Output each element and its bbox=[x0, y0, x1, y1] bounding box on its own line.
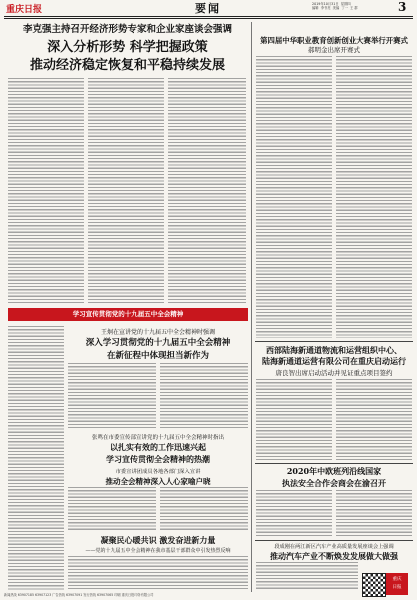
right-article-3-headline-2: 执法安全合作会商会在渝召开 bbox=[282, 478, 386, 488]
right-article-4-body bbox=[256, 562, 358, 590]
article-d-body bbox=[68, 556, 248, 590]
article-a-body-2 bbox=[160, 363, 248, 429]
header-rule bbox=[4, 16, 413, 17]
section-title: 要闻 bbox=[195, 2, 221, 15]
lead-body-col-2 bbox=[88, 78, 164, 304]
article-b-kicker: 张鸣在市委宣传部宣讲党的十九届五中全会精神时指出 bbox=[91, 435, 224, 441]
article-d-side-col bbox=[8, 534, 64, 590]
right-article-2-headline-2: 陆海新通道运营有限公司在重庆启动运行 bbox=[262, 356, 406, 366]
right-article-2-headline-1: 西部陆海新通道物流和运营组织中心、 bbox=[266, 345, 402, 355]
right-divider-2 bbox=[255, 463, 413, 464]
header-meta: 2019年10月31日 星期四 编辑 李书亮 美编 丁一 王 群 bbox=[312, 2, 358, 10]
right-article-3-headline-1: 2020年中欧班列沿线国家 bbox=[286, 466, 382, 476]
article-c-kicker: 市委宣讲团成员各地各部门深入宣讲 bbox=[115, 469, 201, 475]
footer-info: 新闻热线 63907185 63907123 广告热线 63907091 发行热线 63907065 印刷 重庆日报印务有限公司 bbox=[4, 593, 154, 597]
right-divider-1 bbox=[255, 341, 413, 342]
theme-banner-text: 学习宣传贯彻党的十九届五中全会精神 bbox=[72, 310, 184, 318]
article-c-body-1 bbox=[68, 487, 156, 531]
right-article-3-body-1 bbox=[256, 490, 332, 538]
right-article-1-subhead: 郝明金出席开赛式 bbox=[308, 46, 360, 54]
header-rule-thin bbox=[4, 18, 413, 19]
lead-headline-2: 推动经济稳定恢复和平稳持续发展 bbox=[29, 58, 225, 73]
article-a-headline-2: 在新征程中体现担当新作为 bbox=[106, 351, 209, 361]
article-d-subhead: ——党的十九届五中全会精神在我市基层干部群众中引发热烈反响 bbox=[85, 548, 231, 554]
article-b-headline-2: 学习宣传贯彻全会精神的热潮 bbox=[106, 454, 210, 464]
right-article-4-kicker: 段成刚在两江新区汽车产业高质量发展座谈会上强调 bbox=[274, 544, 394, 550]
right-article-2-body-2 bbox=[336, 379, 412, 461]
right-article-1-headline: 第四届中华职业教育创新创业大赛举行开赛式 bbox=[260, 36, 408, 45]
lead-body-col-3 bbox=[168, 78, 246, 304]
app-badge-icon: 重庆 日报 bbox=[386, 573, 408, 595]
right-article-2-subhead: 唐良智出席启动活动并见证重点项目签约 bbox=[275, 369, 393, 377]
article-d-headline: 凝聚民心暖共识 激发奋进新力量 bbox=[100, 535, 216, 545]
lead-body-col-1 bbox=[8, 78, 84, 304]
lead-kicker: 李克强主持召开经济形势专家和企业家座谈会强调 bbox=[22, 24, 232, 35]
right-article-3-body-2 bbox=[336, 490, 412, 538]
article-a-side-col bbox=[8, 326, 64, 532]
right-article-4-headline: 推动汽车产业不断焕发发展做大做强 bbox=[270, 551, 398, 561]
right-article-1-body-1 bbox=[256, 56, 332, 338]
masthead-logo: 重庆日报 bbox=[6, 5, 43, 15]
column-divider bbox=[251, 22, 252, 592]
right-article-1-body-2 bbox=[336, 56, 412, 338]
article-a-kicker: 王炯在宣讲党的十九届五中全会精神时强调 bbox=[100, 329, 215, 336]
article-b-headline-1: 以扎实有效的工作迅速兴起 bbox=[110, 442, 206, 452]
page-number: 3 bbox=[398, 0, 407, 14]
article-a-headline-1: 深入学习贯彻党的十九届五中全会精神 bbox=[85, 338, 231, 348]
qr-code-icon bbox=[362, 573, 386, 597]
article-c-body-2 bbox=[160, 487, 248, 531]
lead-headline-1: 深入分析形势 科学把握政策 bbox=[47, 40, 208, 55]
right-article-2-body-1 bbox=[256, 379, 332, 461]
article-c-headline: 推动全会精神深入人心家喻户晓 bbox=[105, 477, 211, 486]
right-divider-3 bbox=[255, 540, 413, 541]
article-a-body-1 bbox=[68, 363, 156, 429]
